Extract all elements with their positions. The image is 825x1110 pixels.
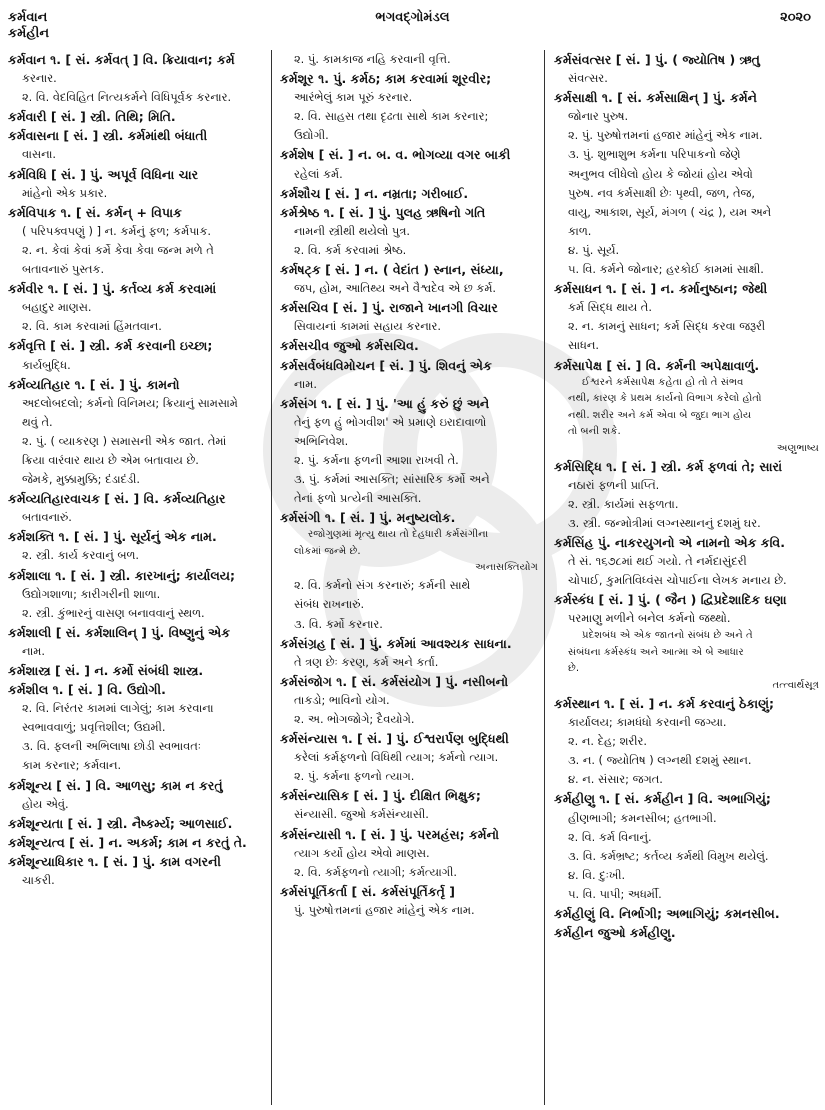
entry-continuation-line: માંહેનો એક પ્રકાર. <box>22 185 108 200</box>
entry-sense-line: ૨. વિ. વેદવિહિત નિત્યકર્મને વિધિપૂર્વક કરનાર. <box>22 90 232 105</box>
entry-sense-line: ૨. પું. કર્મના ફળનો ત્યાગ. <box>294 769 415 784</box>
citation-line: સંબંધના કર્મસ્કંધ અને આત્મા એ બે આધાર <box>568 646 744 658</box>
entry-sense-line: ૪. ન. સંસાર; જગત. <box>568 772 663 787</box>
citation-source: અણુભાષ્ય <box>776 442 819 454</box>
entry-headword-line: કર્મવિપાક ૧. [ સં. કર્મન્ + વિપાક <box>8 204 182 220</box>
entry-continuation-line: તે સં. ૧૬૭૮માં થઈ ગયો. તે નર્મદાસુંદરી <box>568 554 747 569</box>
citation-line: પ્રદેશબંધ એ એક જાતનો સંબંધ છે અને તે <box>582 630 753 642</box>
entry-continuation-line: ત્યાગ કર્યો હોય એવો માણસ. <box>294 845 430 860</box>
entry-continuation-line: ચોપાઈ, કુમતિવિધ્વંસ ચોપાઈના લેખક મનાય છે. <box>568 573 787 588</box>
entry-sense-line: ૨. ન. દેહ; શરીર. <box>568 734 648 749</box>
entry-continuation-line: કામ કરનાર; કર્મવાન. <box>22 758 122 773</box>
entry-continuation-line: વાસના. <box>22 147 57 162</box>
entry-continuation-line: ચાકરી. <box>22 873 55 888</box>
entry-headword-line: કર્મશૂર ૧. પું. કર્મઠ; કામ કરવામાં શૂરવીર; <box>280 71 492 87</box>
entry-continuation-line: સાધન. <box>568 338 599 353</box>
entry-headword-line: કર્મવીર ૧. [ સં. ] પું. કર્તવ્ય કર્મ કરવામાં <box>8 281 217 297</box>
entry-headword-line: કર્મહીણુ ૧. [ સં. કર્મહીન ] વિ. અભાગિયું; <box>554 791 771 807</box>
entry-sense-line: ૩. વિ. કર્મો કરનાર. <box>294 616 383 631</box>
entry-continuation-line: ક્રિયા વારંવાર થાય છે એમ બતાવાય છે. <box>22 452 199 467</box>
entry-sense-line: ૨. ન. કામનું સાધન; કર્મ સિદ્ધ કરવા જરૂરી <box>568 319 766 334</box>
entry-headword-line: કર્મસચિવ [ સં. ] પું. રાજાને ખાનગી વિચાર <box>280 300 498 316</box>
entry-sense-line: ૫. વિ. પાપી; અધર્મી. <box>568 886 662 901</box>
entry-sense-line: ૩. વિ. ફલની અભિલાષા છોડી સ્વભાવતઃ <box>22 739 202 754</box>
entry-sense-line: ૨. સ્ત્રી. કાર્યમાં સફળતા. <box>568 496 679 511</box>
entry-headword-line: કર્મસિદ્ધિ ૧. [ સં. ] સ્ત્રી. કર્મ ફળવાં તે; સારાં <box>554 458 783 474</box>
entry-headword-line: કર્મસ્થાન ૧. [ સં. ] ન. કર્મ કરવાનું ઠેકાણું; <box>554 695 775 711</box>
entry-headword-line: કર્મસંગ ૧. [ સં. ] પું. 'આ હું કરું છું અને <box>280 395 490 411</box>
column-middle <box>272 50 545 1105</box>
entry-headword-line: કર્મસાધન ૧. [ સં. ] ન. કર્માનુષ્ઠાન; જેથી <box>554 281 768 297</box>
entry-continuation-line: કાળ. <box>568 223 592 238</box>
entry-continuation-line: બતાવનારું પુસ્તક. <box>22 262 105 277</box>
citation-line: ઈશ્વરને કર્મસાપેક્ષ કહેતા હો તો તે સંભવ <box>582 376 744 388</box>
entry-headword-line: કર્મવ્યતિહાર ૧. [ સં. ] પું. કામનો <box>8 376 180 392</box>
entry-headword-line: કર્મસ્કંધ [ સં. ] પું. ( જૈન ) દ્વિપ્રદેશાદિક ઘણા <box>554 592 787 608</box>
entry-sense-line: ૨. વિ. સાહસ તથા દૃઢતા સાથે કામ કરનાર; <box>294 109 489 124</box>
entry-headword-line: કર્મસંન્યાસ ૧. [ સં. ] પું. ઈશ્વરાર્પણ બુદ્ધિથી <box>280 731 509 747</box>
entry-continuation-line: અભિનિવેશ. <box>294 433 349 448</box>
entry-continuation-line: પરમાણુ મળીને બનેલ કર્મનો જથ્થો. <box>568 611 731 626</box>
entry-headword-line: કર્મસંવત્સર [ સં. ] પું. ( જ્યોતિષ ) ઋતુ <box>554 52 760 67</box>
entry-sense-line: ૩. વિ. કર્મભ્રષ્ટ; કર્તવ્ય કર્મથી વિમુખ થયેલું. <box>568 848 769 863</box>
column-right <box>545 50 825 1105</box>
entry-headword-line: કર્મશાલી [ સં. કર્મશાલિન્ ] પું. વિષ્ણુનું એક <box>8 624 231 640</box>
entry-continuation-line: જોનાર પુરુષ. <box>568 109 629 124</box>
citation-line: નથી, કારણ કે પ્રથમ કાર્યનો વિભાગ કરેલો હોતો <box>568 393 762 405</box>
entry-sense-line: ૨. વિ. નિરંતર કામમાં લાગેલું; કામ કરવાના <box>22 701 214 716</box>
entry-headword-line: કર્મશીલ ૧. [ સં. ] વિ. ઉદ્યોગી. <box>8 682 166 698</box>
entry-headword-line: કર્મસર્વબંધવિમોચન [ સં. ] પું. શિવનું એક <box>280 357 492 373</box>
entry-continuation-line: તેનું ફળ હું ભોગવીશ' એ પ્રમાણે ઇરાદાવાળો <box>294 414 487 429</box>
entry-sense-line: ૨. સ્ત્રી. કુંભારનું વાસણ બનાવવાનું સ્થળ. <box>22 605 205 620</box>
entry-continuation-line: સંબંધ રાખનારું. <box>294 597 365 612</box>
entry-headword-line: કર્મસંગ્રહ [ સં. ] પું. કર્મમાં આવશ્યક સાધના. <box>280 635 512 651</box>
entry-sense-line: ૩. ન. ( જ્યોતિષ ) લગ્નથી દશમું સ્થાન. <box>568 753 752 768</box>
entry-headword-line: કર્મસચીવ જુઓ કર્મસચિવ. <box>280 338 419 354</box>
entry-headword-line: કર્મવાસના [ સં. ] સ્ત્રી. કર્મમાંથી બંધાતી <box>8 128 208 144</box>
entry-continuation-line: સિવાયનાં કામમાં સહાય કરનાર. <box>294 319 442 334</box>
entry-continuation-line: તેનાં ફળો પ્રત્યેની આસક્તિ. <box>294 491 422 506</box>
entry-sense-line: ૨. અ. ભોગજોગે; દૈવયોગે. <box>294 712 415 726</box>
entry-headword-line: કર્મસંન્યાસિક [ સં. ] પું. દીક્ષિત ભિક્ષુક; <box>280 788 481 804</box>
entry-headword-line: કર્મવિધિ [ સં. ] પું. અપૂર્વ વિધિના ચાર <box>8 166 199 182</box>
entry-headword-line: કર્મસાપેક્ષ [ સં. ] વિ. કર્મની અપેક્ષાવાળું. <box>554 357 760 373</box>
entry-headword-line: કર્મશ્રેષ્ઠ ૧. [ સં. ] પું. પુલહ ઋષિનો ગતિ <box>280 204 486 220</box>
citation-source: તત્ત્વાર્થસૂત્ર <box>772 679 819 691</box>
entry-headword-line: કર્મસિંહ પું. નાકરયુગનો એ નામનો એક કવિ. <box>554 534 785 550</box>
entry-continuation-line: કાર્યાલય; કામધંધો કરવાની જગ્યા. <box>568 715 727 730</box>
entry-headword-line: કર્મસંગી ૧. [ સં. ] પું. મનુષ્યલોક. <box>280 510 456 526</box>
entry-continuation-line: નામ. <box>294 376 317 391</box>
entry-continuation-line: થવું તે. <box>22 414 53 429</box>
entry-continuation-line: તાકડો; ભાવિનો યોગ. <box>294 692 390 707</box>
entry-headword-line: કર્મષટ્ક [ સં. ] ન. ( વેદાંત ) સ્નાન, સંધ્યા, <box>280 262 504 278</box>
entry-headword-line: કર્મવારી [ સં. ] સ્ત્રી. તિથિ; મિતિ. <box>8 109 176 125</box>
entry-continuation-line: કર્મ સિદ્ધ થાય તે. <box>568 300 652 315</box>
citation-line: લોકમાં જન્મે છે. <box>294 545 361 557</box>
entry-continuation-line: નામ. <box>22 643 45 658</box>
entry-headword-line: કર્મશક્તિ ૧. [ સં. ] પું. સૂર્યનું એક નામ. <box>8 529 217 545</box>
entry-headword-line: કર્મવાન ૧. [ સં. કર્મવત્ ] વિ. ક્રિયાવાન; કર્મ <box>8 52 235 67</box>
entry-sense-line: ૨. સ્ત્રી. કાર્ય કરવાનું બળ. <box>22 548 140 563</box>
entry-headword-line: કર્મશાલા ૧. [ સં. ] સ્ત્રી. કારખાનું; કાર્યાલય; <box>8 567 236 583</box>
guide-word-last: કર્મહીન <box>8 26 50 41</box>
entry-continuation-line: નઠારાં ફળની પ્રાપ્તિ. <box>568 477 660 492</box>
entry-continuation-line: સંન્યાસી. જુઓ કર્મસંન્યાસી. <box>294 807 429 822</box>
entry-continuation-line: રહેલાં કર્મ. <box>294 166 343 181</box>
entry-continuation-line: તે ત્રણ છેઃ કરણ, કર્મ અને કર્તા. <box>294 654 439 669</box>
entry-headword-line: કર્મશૂન્યત્વ [ સં. ] ન. અકર્મ; કામ ન કરતું તે. <box>8 834 247 850</box>
entry-continuation-line: વાયુ, આકાશ, સૂર્ય, મંગળ ( ચંદ્ર ), યમ અને <box>568 204 772 219</box>
page-header <box>0 6 825 46</box>
entry-continuation-line: ઉદ્યોગશાળા; કારીગરીની શાળા. <box>22 586 161 601</box>
entry-sense-line: ૨. વિ. કર્મફળનો ત્યાગી; કર્મત્યાગી. <box>294 864 457 879</box>
entry-continuation-line: સ્વભાવવાળું; પ્રવૃત્તિશીલ; ઉદ્યમી. <box>22 720 166 735</box>
citation-line: નથી. શરીર અને કર્મ એવા બે જુદા ભાગ હોય <box>568 409 752 421</box>
entry-headword-line: કર્મશૂન્ય [ સં. ] વિ. આળસુ; કામ ન કરતું <box>8 777 223 793</box>
entry-continuation-line: નામની સ્ત્રીથી થયેલો પુત્ર. <box>294 223 410 238</box>
entry-continuation-line: હીણભાગી; કમનસીબ; હતભાગી. <box>568 810 717 825</box>
entry-continuation-line: કરનાર. <box>22 71 57 86</box>
entry-continuation-line: અદલોબદલો; કર્મનો વિનિમય; ક્રિયાનું સામસામે <box>22 395 238 410</box>
citation-line: છે. <box>568 663 580 675</box>
entry-sense-line: ૨. ન. કેવાં કેવાં કર્મે કેવા કેવા જન્મ મળે તે <box>22 242 214 257</box>
entry-sense-line: ૩. પું. કર્મમાં આસક્તિ; સાંસારિક કર્મો અને <box>294 472 490 487</box>
entry-sense-line: ૨. વિ. કર્મ વિનાનું. <box>568 829 652 844</box>
entry-headword-line: કર્મશૂન્યતા [ સં. ] સ્ત્રી. નૈષ્કર્મ્ય; આળસાઈ. <box>8 815 233 831</box>
entry-continuation-line: હોય એવું. <box>22 796 69 811</box>
entry-continuation-line: પું. પુરુષોત્તમનાં હજાર માંહેનું એક નામ. <box>294 902 475 917</box>
page-number: ૨૦૨૦ <box>780 10 811 25</box>
entry-continuation-line: કરેલાં કર્મફળનો વિધિથી ત્યાગ; કર્મનો ત્યાગ. <box>294 750 499 765</box>
citation-source: અનાસક્તિયોગ <box>475 562 538 574</box>
entry-continuation-line: બહાદુર માણસ. <box>22 300 92 315</box>
entry-sense-line: ૩. સ્ત્રી. જન્મોત્રીમાં લગ્નસ્થાનનું દશમું ઘર. <box>568 515 761 530</box>
citation-line: રજોગુણમાં મૃત્યુ થાય તો દેહધારી કર્મસંગીના <box>308 529 489 541</box>
entry-continuation-line: આરંભેલું કામ પૂરું કરનાર. <box>294 90 413 105</box>
entry-continuation-line: જેમકે, મુક્કામુક્કિ; દંડાદંડી. <box>22 472 140 487</box>
entry-headword-line: કર્મવ્યતિહારવાચક [ સં. ] વિ. કર્મવ્યતિહાર <box>8 491 226 507</box>
entry-sense-line: ૪. વિ. દુઃખી. <box>568 867 626 882</box>
entry-headword-line: કર્મહીણું વિ. નિર્ભાગી; અભાગિયું; કમનસીબ. <box>554 905 780 921</box>
entry-sense-line: ૫. વિ. કર્મને જોનાર; હરકોઈ કામમાં સાક્ષી. <box>568 262 764 277</box>
citation-line: તો બની શકે. <box>568 426 621 438</box>
entry-headword-line: કર્મવૃત્તિ [ સં. ] સ્ત્રી. કર્મ કરવાની ઇચ્છા; <box>8 338 213 354</box>
entry-headword-line: કર્મશાસ્ત્ર [ સં. ] ન. કર્મો સંબંધી શાસ્ત્ર. <box>8 663 204 678</box>
entry-headword-line: કર્મસંજોગ ૧. [ સં. કર્મસંયોગ ] પું. નસીબનો <box>280 673 509 689</box>
entry-continuation-line: પુરુષ. નવ કર્મસાક્ષી છેઃ પૃથ્વી, જળ, તેજ, <box>568 185 755 200</box>
entry-sense-line: ૩. પું. શુભાશુભ કર્મના પરિપાકનો જેણે <box>568 147 741 162</box>
entry-continuation-line: ( પરિપક્વપણું ) ] ન. કર્મનું ફળ; કર્મપાક. <box>22 223 211 238</box>
entry-sense-line: ૨. પું. કામકાજ નહિ કરવાની વૃત્તિ. <box>294 52 451 66</box>
entry-continuation-line: ઉદ્યોગી. <box>294 128 329 143</box>
entry-sense-line: ૨. પું. કર્મના ફળની આશા રાખવી તે. <box>294 452 459 467</box>
entry-continuation-line: જપ, હોમ, આતિથ્ય અને વૈશ્વદેવ એ છ કર્મ. <box>294 281 496 296</box>
entry-sense-line: ૨. વિ. કર્મનો સંગ કરનારું; કર્મની સાથે <box>294 578 471 593</box>
entry-continuation-line: કાર્યબુદ્ધિ. <box>22 357 71 372</box>
entry-headword-line: કર્મશૌચ [ સં. ] ન. નમ્રતા; ગરીબાઈ. <box>280 185 469 201</box>
entry-headword-line: કર્મસંન્યાસી ૧. [ સં. ] પું. પરમહંસ; કર્મનો <box>280 826 500 842</box>
entry-sense-line: ૨. વિ. કામ કરવામાં હિંમતવાન. <box>22 319 162 334</box>
entry-sense-line: ૨. વિ. કર્મ કરવામાં શ્રેષ્ઠ. <box>294 242 407 257</box>
entry-headword-line: કર્મસંપૂર્તિકર્તા [ સં. કર્મસંપૂર્તિકર્તૃ ] <box>280 883 455 899</box>
guide-word-first: કર્મવાન <box>8 10 48 25</box>
entry-continuation-line: સંવત્સર. <box>568 71 608 86</box>
dictionary-columns <box>0 50 825 1105</box>
column-left <box>0 50 272 1105</box>
entry-continuation-line: અનુભવ લીધેલો હોય કે જોયાં હોય એવો <box>568 166 753 181</box>
entry-sense-line: ૨. પું. ( વ્યાકરણ ) સમાસની એક જાત. તેમાં <box>22 433 227 448</box>
entry-sense-line: ૨. પું. પુરુષોત્તમનાં હજાર માંહેનું એક નામ. <box>568 128 763 143</box>
entry-headword-line: કર્મશૂન્યાધિકાર ૧. [ સં. ] પું. કામ વગરની <box>8 853 221 869</box>
entry-sense-line: ૪. પું. સૂર્ય. <box>568 242 620 257</box>
entry-headword-line: કર્મશેષ [ સં. ] ન. બ. વ. ભોગવ્યા વગર બાકી <box>280 147 511 163</box>
entry-headword-line: કર્મહીન જુઓ કર્મહીણુ. <box>554 925 676 941</box>
entry-headword-line: કર્મસાક્ષી ૧. [ સં. કર્મસાક્ષિન્ ] પું. કર્મને <box>554 90 757 106</box>
entry-continuation-line: બતાવનારું. <box>22 510 72 525</box>
running-title: ભગવદ્ગોમંડલ <box>375 10 450 25</box>
